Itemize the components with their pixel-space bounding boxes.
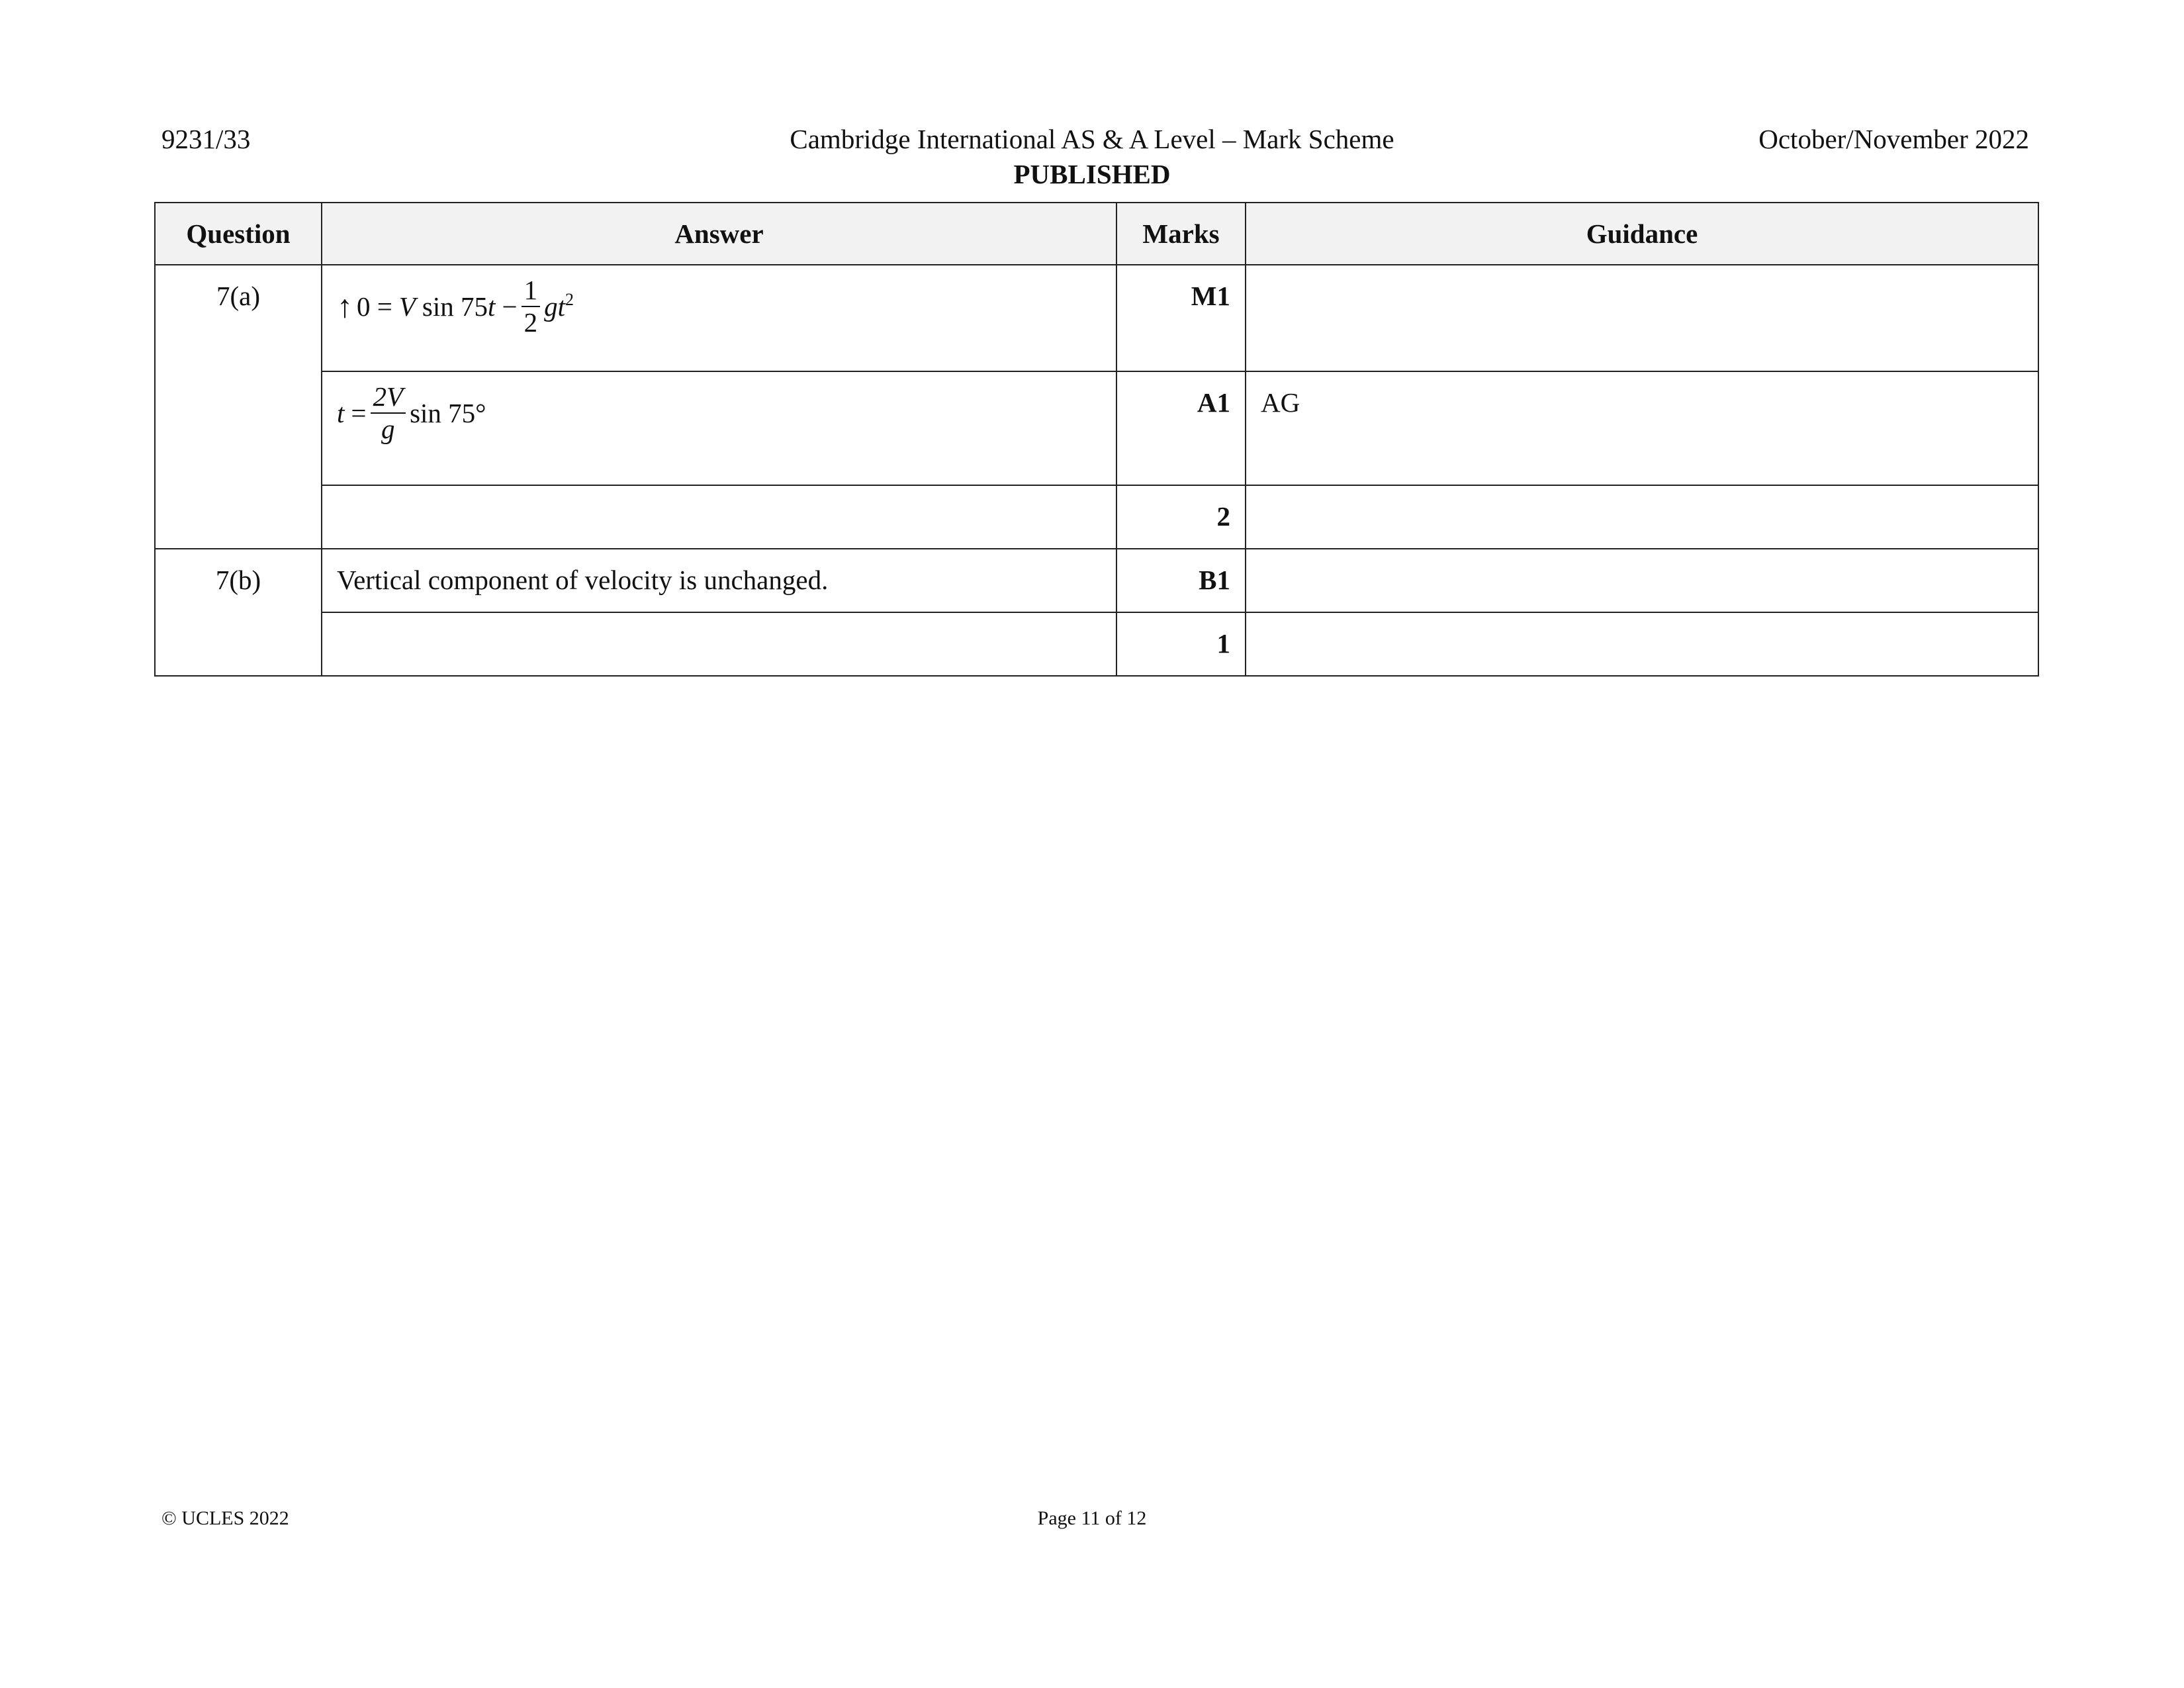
guidance-cell [1246, 549, 2038, 612]
math-minus: − [502, 291, 518, 322]
math-var-t2: t [557, 291, 565, 322]
answer-cell [322, 485, 1116, 549]
guidance-cell: AG [1246, 371, 2038, 485]
math-var-t: t [337, 398, 345, 429]
math-var-g: g [544, 291, 558, 322]
mark-scheme-table [154, 202, 2039, 677]
table-row [155, 549, 2038, 612]
question-number-7a: 7(a) [155, 265, 322, 549]
column-header-question: Question [155, 203, 322, 265]
answer-cell [322, 371, 1116, 485]
total-marks-7b: 1 [1116, 612, 1246, 676]
question-number-7b: 7(b) [155, 549, 322, 676]
column-header-answer: Answer [322, 203, 1116, 265]
table-row [155, 612, 2038, 676]
equation-vertical-motion [337, 275, 574, 338]
column-header-marks: Marks [1116, 203, 1246, 265]
guidance-cell [1246, 265, 2038, 371]
up-arrow-icon: ↑ [337, 289, 353, 324]
guidance-cell [1246, 612, 2038, 676]
table-header-row [155, 203, 2038, 265]
copyright-notice: © UCLES 2022 [161, 1507, 289, 1529]
equation-time-of-flight [337, 381, 486, 445]
table-row [155, 265, 2038, 371]
marks-cell: B1 [1116, 549, 1246, 612]
total-marks-7a: 2 [1116, 485, 1246, 549]
paper-code: 9231/33 [161, 124, 251, 154]
fraction-2v-over-g [371, 381, 406, 445]
denominator-text: g [381, 414, 395, 445]
table-row [155, 485, 2038, 549]
math-equals: = [351, 398, 367, 429]
math-var-t: t [488, 291, 496, 322]
fraction-numerator [371, 381, 406, 414]
guidance-cell [1246, 485, 2038, 549]
fraction-denominator [379, 414, 398, 445]
document-title: Cambridge International AS & A Level – Mark Scheme [790, 124, 1394, 154]
math-sin: sin 75 [422, 291, 488, 322]
math-sin-75-deg: sin 75° [410, 398, 486, 429]
answer-cell: Vertical component of velocity is unchanged. [322, 549, 1116, 612]
math-var-v: V [398, 291, 416, 322]
answer-cell [322, 612, 1116, 676]
table-row [155, 371, 2038, 485]
column-header-guidance: Guidance [1246, 203, 2038, 265]
math-lhs: 0 = [357, 291, 392, 322]
marks-cell: M1 [1116, 265, 1246, 371]
exam-session: October/November 2022 [1758, 124, 2029, 154]
fraction-denominator: 2 [523, 307, 538, 338]
numerator-text: 2V [373, 381, 404, 412]
fraction-half [522, 275, 541, 338]
answer-cell [322, 265, 1116, 371]
page-number: Page 11 of 12 [1037, 1507, 1147, 1529]
fraction-numerator: 1 [522, 275, 541, 307]
marks-cell: A1 [1116, 371, 1246, 485]
math-exponent: 2 [565, 290, 574, 310]
published-label: PUBLISHED [1013, 159, 1171, 189]
